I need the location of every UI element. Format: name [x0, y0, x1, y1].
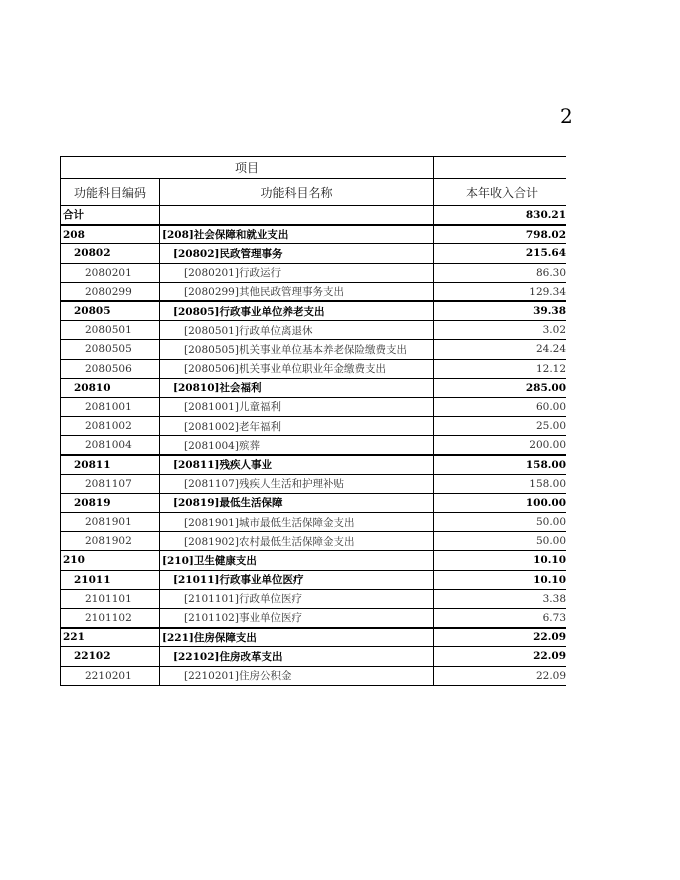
cell-code: 208 — [61, 225, 160, 244]
table-row — [61, 282, 567, 301]
table-row — [61, 532, 567, 551]
cell-name: [2081901]城市最低生活保障金支出 — [160, 513, 434, 532]
cell-amount: 25.00 — [434, 417, 566, 436]
cell-name: [2080505]机关事业单位基本养老保险缴费支出 — [160, 340, 434, 359]
cell-amount: 86.30 — [434, 263, 566, 282]
table-row — [61, 493, 567, 512]
cell-name: [208]社会保障和就业支出 — [160, 225, 434, 244]
cell-code: 2081004 — [61, 436, 160, 455]
table-row — [61, 340, 567, 359]
cell-name: [20810]社会福利 — [160, 378, 434, 397]
cell-name: [2080299]其他民政管理事务支出 — [160, 282, 434, 301]
cell-code: 2080505 — [61, 340, 160, 359]
cell-name: [2081002]老年福利 — [160, 417, 434, 436]
cell-code: 2101101 — [61, 589, 160, 608]
report-title-fragment: 2 — [560, 104, 573, 128]
cell-amount: 200.00 — [434, 436, 566, 455]
cell-code: 2081902 — [61, 532, 160, 551]
cell-code: 2210201 — [61, 666, 160, 685]
cell-name: [2081902]农村最低生活保障金支出 — [160, 532, 434, 551]
header-amount: 本年收入合计 — [434, 179, 566, 206]
cell-code: 2080299 — [61, 282, 160, 301]
table-row — [61, 321, 567, 340]
cell-amount: 50.00 — [434, 532, 566, 551]
table-row — [61, 608, 567, 627]
table-row — [61, 666, 567, 685]
cell-name — [160, 206, 434, 225]
cell-code: 2081001 — [61, 397, 160, 416]
cell-amount: 22.09 — [434, 666, 566, 685]
cell-code: 2080201 — [61, 263, 160, 282]
table-row — [61, 206, 567, 225]
cell-amount: 215.64 — [434, 244, 566, 263]
cell-name: [20811]残疾人事业 — [160, 455, 434, 474]
cell-amount: 10.10 — [434, 570, 566, 589]
cell-amount: 158.00 — [434, 455, 566, 474]
table-row — [61, 244, 567, 263]
cell-code: 21011 — [61, 570, 160, 589]
table-row — [61, 397, 567, 416]
cell-amount: 60.00 — [434, 397, 566, 416]
cell-name: [2081001]儿童福利 — [160, 397, 434, 416]
cell-name: [20802]民政管理事务 — [160, 244, 434, 263]
budget-table — [60, 156, 566, 686]
cell-name: [2101101]行政单位医疗 — [160, 589, 434, 608]
cell-code: 2081901 — [61, 513, 160, 532]
cell-code: 20811 — [61, 455, 160, 474]
cell-code: 2080501 — [61, 321, 160, 340]
cell-code: 2081107 — [61, 474, 160, 493]
cell-name: [221]住房保障支出 — [160, 628, 434, 647]
table-row — [61, 455, 567, 474]
cell-amount: 129.34 — [434, 282, 566, 301]
cell-name: [2080201]行政运行 — [160, 263, 434, 282]
cell-amount: 285.00 — [434, 378, 566, 397]
cell-code: 22102 — [61, 647, 160, 666]
table-row — [61, 378, 567, 397]
cell-code: 221 — [61, 628, 160, 647]
cell-name: [20819]最低生活保障 — [160, 493, 434, 512]
cell-code: 20810 — [61, 378, 160, 397]
cell-code: 210 — [61, 551, 160, 570]
table-row — [61, 263, 567, 282]
cell-amount: 830.21 — [434, 206, 566, 225]
cell-amount: 22.09 — [434, 647, 566, 666]
cell-amount: 798.02 — [434, 225, 566, 244]
header-name: 功能科目名称 — [160, 179, 434, 206]
cell-name: [20805]行政事业单位养老支出 — [160, 301, 434, 320]
header-blank — [434, 157, 566, 179]
table-row — [61, 225, 567, 244]
cell-amount: 100.00 — [434, 493, 566, 512]
cell-name: [2081004]殡葬 — [160, 436, 434, 455]
cell-name: [2081107]残疾人生活和护理补贴 — [160, 474, 434, 493]
cell-name: [21011]行政事业单位医疗 — [160, 570, 434, 589]
cell-amount: 24.24 — [434, 340, 566, 359]
table-row — [61, 628, 567, 647]
cell-code: 2101102 — [61, 608, 160, 627]
cell-amount: 12.12 — [434, 359, 566, 378]
cell-name: [2210201]住房公积金 — [160, 666, 434, 685]
budget-table-container — [60, 156, 566, 686]
table-row — [61, 359, 567, 378]
cell-amount: 6.73 — [434, 608, 566, 627]
cell-code: 合计 — [61, 206, 160, 225]
cell-amount: 3.02 — [434, 321, 566, 340]
cell-amount: 50.00 — [434, 513, 566, 532]
cell-amount: 10.10 — [434, 551, 566, 570]
header-project: 项目 — [61, 157, 434, 179]
cell-name: [2080501]行政单位离退休 — [160, 321, 434, 340]
header-row-columns — [61, 179, 567, 206]
header-code: 功能科目编码 — [61, 179, 160, 206]
cell-name: [2101102]事业单位医疗 — [160, 608, 434, 627]
table-row — [61, 417, 567, 436]
cell-name: [210]卫生健康支出 — [160, 551, 434, 570]
cell-code: 20805 — [61, 301, 160, 320]
cell-name: [22102]住房改革支出 — [160, 647, 434, 666]
cell-amount: 39.38 — [434, 301, 566, 320]
table-row — [61, 301, 567, 320]
cell-code: 2080506 — [61, 359, 160, 378]
cell-name: [2080506]机关事业单位职业年金缴费支出 — [160, 359, 434, 378]
table-row — [61, 513, 567, 532]
header-row-group — [61, 157, 567, 179]
cell-code: 20819 — [61, 493, 160, 512]
table-row — [61, 436, 567, 455]
cell-code: 20802 — [61, 244, 160, 263]
table-row — [61, 589, 567, 608]
cell-amount: 3.38 — [434, 589, 566, 608]
cell-code: 2081002 — [61, 417, 160, 436]
table-row — [61, 551, 567, 570]
cell-amount: 158.00 — [434, 474, 566, 493]
table-row — [61, 474, 567, 493]
table-row — [61, 570, 567, 589]
table-row — [61, 647, 567, 666]
cell-amount: 22.09 — [434, 628, 566, 647]
